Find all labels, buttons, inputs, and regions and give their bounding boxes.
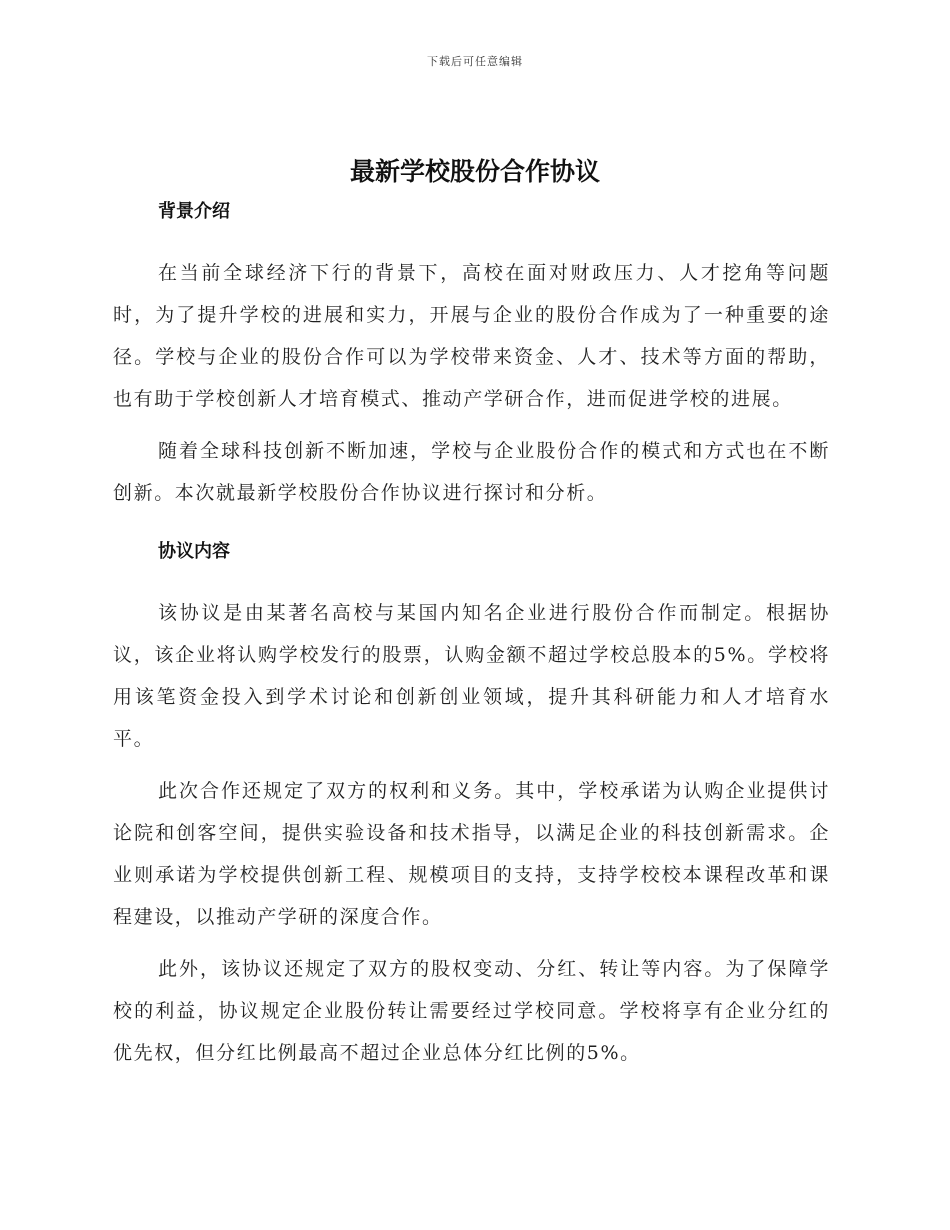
- paragraph: 此外，该协议还规定了双方的股权变动、分红、转让等内容。为了保障学校的利益，协议规定企业股份转让需要经过学校同意。学校将享有企业分红的优先权，但分红比例最高不超过企业总体分红比例的5%。: [113, 958, 830, 1064]
- paragraph: 该协议是由某著名高校与某国内知名企业进行股份合作而制定。根据协议，该企业将认购学校发行的股票，认购金额不超过学校总股本的5%。学校将用该笔资金投入到学术讨论和创新创业领域，提升其科研能力和人才培育水平。: [113, 602, 830, 750]
- paragraph: 在当前全球经济下行的背景下，高校在面对财政压力、人才挖角等问题时，为了提升学校的进展和实力，开展与企业的股份合作成为了一种重要的途径。学校与企业的股份合作可以为学校带来资金、人才、技术等方面的帮助，也有助于学校创新人才培育模式、推动产学研合作，进而促进学校的进展。: [113, 262, 830, 410]
- paragraph: 随着全球科技创新不断加速，学校与企业股份合作的模式和方式也在不断创新。本次就最新学校股份合作协议进行探讨和分析。: [113, 440, 830, 504]
- section-agreement-content: [113, 532, 830, 1074]
- document-title: 最新学校股份合作协议: [349, 157, 600, 186]
- paragraph: 此次合作还规定了双方的权利和义务。其中，学校承诺为认购企业提供讨论院和创客空间，提供实验设备和技术指导，以满足企业的科技创新需求。企业则承诺为学校提供创新工程、规模项目的支持，支持学校校本课程改革和课程建设，以推动产学研的深度合作。: [113, 780, 830, 928]
- document-body: [113, 192, 830, 1084]
- page-header-note: 下载后可任意编辑: [427, 55, 523, 68]
- section-heading-agreement-content: 协议内容: [158, 541, 230, 562]
- section-background: [113, 192, 830, 514]
- section-heading-background: 背景介绍: [158, 201, 230, 222]
